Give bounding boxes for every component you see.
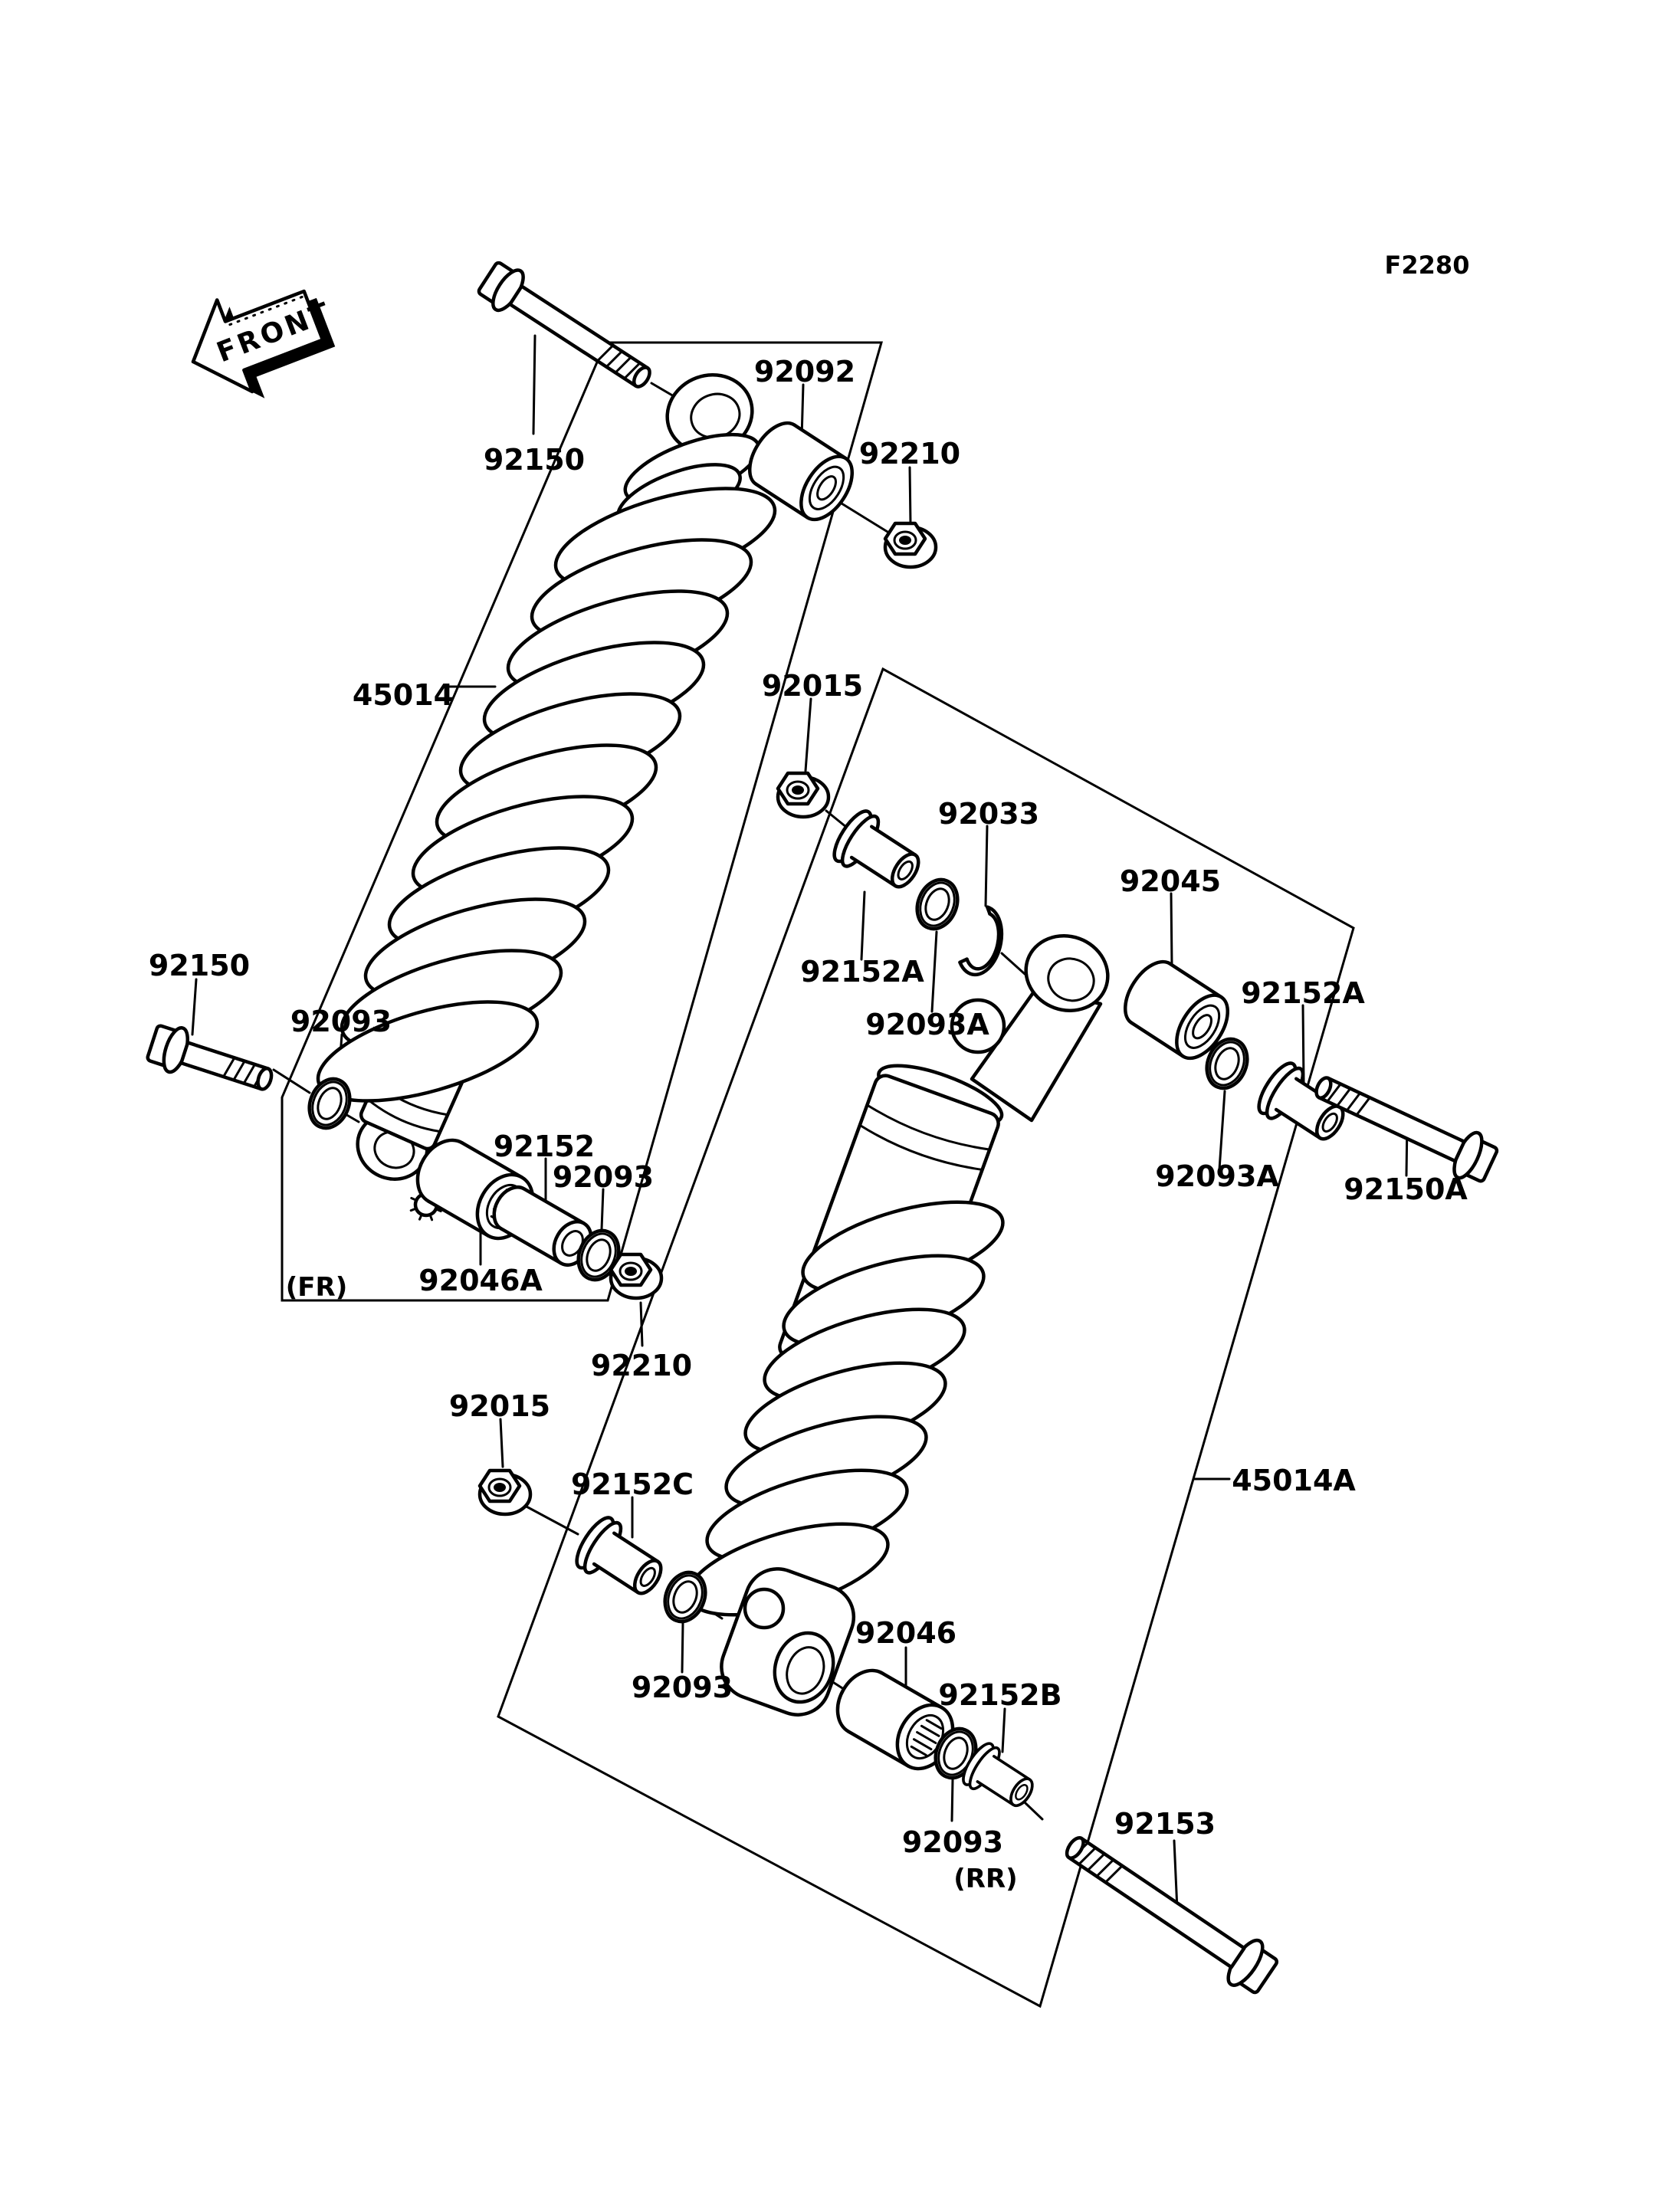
part-label-92093-front-2: 92093: [552, 1160, 655, 1194]
part-label-92210-upper: 92210: [858, 437, 961, 471]
leader-92093-rear-2: [952, 1779, 953, 1821]
leader-92210-mid: [641, 1303, 642, 1346]
part-label-92046: 92046: [855, 1616, 957, 1650]
part-label-92046a: 92046A: [418, 1264, 543, 1297]
part-label-92033: 92033: [937, 797, 1040, 831]
leader-92093a-right: [1219, 1091, 1225, 1169]
washer-92093a-left: [910, 874, 964, 935]
bolt-92150-lower: [146, 1021, 278, 1103]
front-arrow-label: FRONT: [212, 296, 337, 369]
part-label-92150-upper: 92150: [483, 443, 586, 477]
leader-92015-upper: [806, 699, 811, 771]
part-label-92015-lower: 92015: [448, 1389, 551, 1423]
leader-92152b: [1002, 1709, 1005, 1752]
part-label-92152a-right: 92152A: [1241, 976, 1365, 1010]
part-label-92045: 92045: [1119, 864, 1222, 898]
part-label-92152: 92152: [493, 1130, 596, 1163]
part-label-45014a: 45014A: [1232, 1464, 1356, 1497]
bolt-92153: [1055, 1823, 1281, 1999]
part-label-92153: 92153: [1114, 1807, 1216, 1841]
part-label-92093a-right: 92093A: [1155, 1159, 1279, 1193]
figure-code: F2280: [1384, 251, 1470, 280]
part-label-92152b: 92152B: [938, 1678, 1062, 1712]
bolt-92150-upper: [475, 257, 660, 399]
part-label-92093-front-1: 92093: [290, 1005, 392, 1038]
group-tag-rr: (RR): [953, 1864, 1018, 1894]
front-direction-arrow-icon: [176, 264, 352, 418]
leader-92045: [1171, 894, 1172, 966]
part-label-92150a: 92150A: [1344, 1172, 1468, 1206]
collar-92152a-left: [828, 806, 930, 900]
leader-92093a-left: [932, 932, 937, 1012]
group-tag-fr: (FR): [285, 1272, 348, 1303]
rear-clevis-boss: [745, 1589, 783, 1628]
leader-92033: [986, 826, 987, 906]
axis-line: [835, 500, 888, 532]
nut-92210-upper: [885, 523, 936, 567]
leader-92093-rear-1: [682, 1623, 683, 1672]
leader-92093-front-2: [602, 1189, 603, 1229]
part-label-92093a-left: 92093A: [865, 1008, 989, 1041]
collar-92152c: [570, 1513, 672, 1607]
part-label-92210-mid: 92210: [590, 1349, 693, 1382]
leader-92015-lower: [500, 1419, 503, 1467]
nut-92210-mid: [611, 1254, 661, 1298]
part-label-92152c: 92152C: [570, 1467, 694, 1501]
part-label-92093-rear-2: 92093: [901, 1825, 1004, 1859]
part-label-45014: 45014: [352, 678, 454, 712]
circlip-92033: [958, 904, 1008, 979]
part-label-92150-lower: 92150: [148, 949, 251, 982]
part-label-92152a-left: 92152A: [800, 955, 924, 989]
nut-92015-upper: [778, 773, 829, 817]
leader-92210-upper: [910, 467, 911, 524]
rear-shock-coil-spring: [678, 1184, 1012, 1634]
part-label-92015-upper: 92015: [761, 669, 864, 703]
front-shock-absorber: [307, 363, 785, 1226]
part-label-92092: 92092: [753, 355, 856, 389]
part-label-92093-rear-1: 92093: [631, 1671, 733, 1704]
leader-92152a-left: [861, 892, 865, 959]
leader-92150-upper: [533, 336, 535, 434]
leader-92150-lower: [192, 979, 196, 1035]
nut-92015-lower: [480, 1471, 530, 1514]
